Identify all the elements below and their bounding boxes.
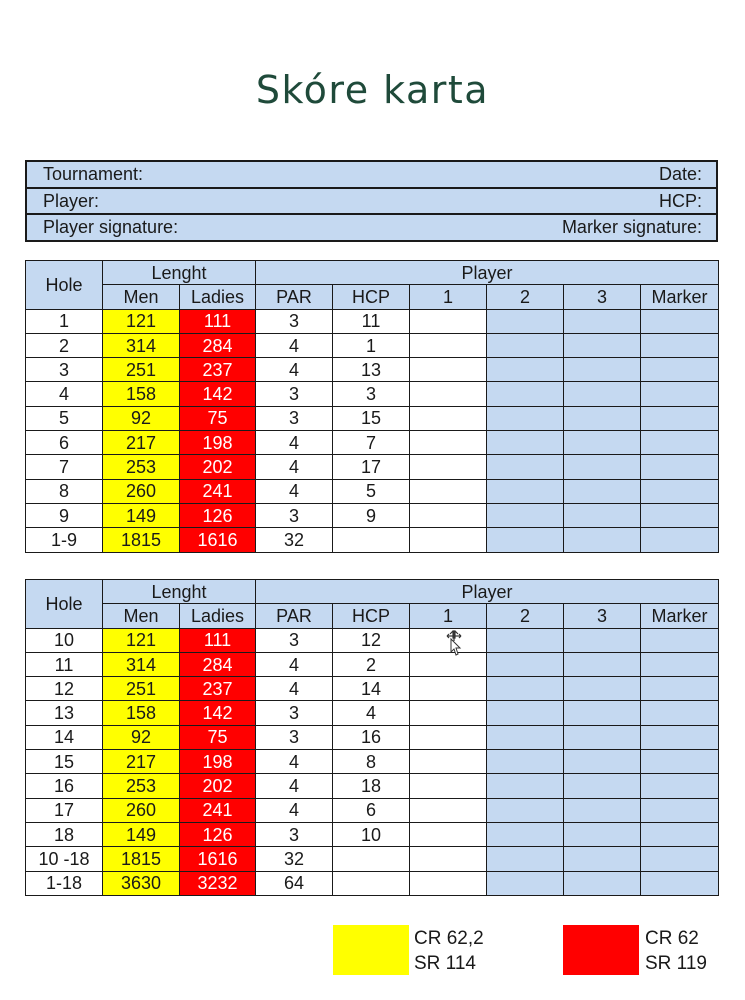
hole-header: Hole [26, 580, 103, 629]
player-3-score-cell[interactable] [564, 406, 641, 430]
player-1-score-cell[interactable] [410, 455, 487, 479]
hole-cell: 12 [26, 677, 103, 701]
player-3-score-cell[interactable] [564, 628, 641, 652]
hcp-cell: 15 [333, 406, 410, 430]
marker-score-cell[interactable] [641, 333, 719, 357]
ladies-length-cell: 1616 [180, 847, 256, 871]
marker-score-cell[interactable] [641, 309, 719, 333]
hcp-cell: 17 [333, 455, 410, 479]
length-header: Lenght [103, 261, 256, 285]
player-3-score-cell[interactable] [564, 382, 641, 406]
player-label: Player: [43, 190, 100, 211]
ladies-length-cell: 198 [180, 750, 256, 774]
table-row [26, 528, 719, 552]
par-cell: 4 [256, 333, 333, 357]
hcp-header: HCP [333, 604, 410, 628]
ladies-length-cell: 126 [180, 503, 256, 527]
table-row [26, 725, 719, 749]
par-cell: 32 [256, 847, 333, 871]
table-row [26, 503, 719, 527]
ladies-length-cell: 75 [180, 725, 256, 749]
hcp-cell: 16 [333, 725, 410, 749]
men-length-cell: 260 [103, 479, 180, 503]
player-3-score-cell[interactable] [564, 479, 641, 503]
men-length-cell: 92 [103, 725, 180, 749]
hcp-cell: 10 [333, 822, 410, 846]
marker-score-cell[interactable] [641, 455, 719, 479]
hole-cell: 10 -18 [26, 847, 103, 871]
player-1-score-cell[interactable] [410, 847, 487, 871]
ladies-length-cell: 241 [180, 479, 256, 503]
hole-cell: 3 [26, 358, 103, 382]
player-1-score-cell[interactable] [410, 479, 487, 503]
men-course-rating: CR 62,2 [414, 928, 484, 949]
info-row-tournament[interactable] [27, 162, 716, 189]
par-cell: 4 [256, 431, 333, 455]
par-cell: 3 [256, 628, 333, 652]
player-3-score-cell[interactable] [564, 701, 641, 725]
player-2-score-cell[interactable] [487, 455, 564, 479]
player-2-score-cell[interactable] [487, 677, 564, 701]
men-header: Men [103, 604, 180, 628]
ladies-length-cell: 237 [180, 677, 256, 701]
ladies-length-cell: 241 [180, 798, 256, 822]
hcp-cell: 8 [333, 750, 410, 774]
player-1-score-cell[interactable] [410, 333, 487, 357]
hcp-cell [333, 847, 410, 871]
info-row-player[interactable] [27, 189, 716, 216]
men-length-cell: 1815 [103, 847, 180, 871]
par-cell: 64 [256, 871, 333, 895]
date-label: Date: [658, 164, 702, 184]
marker-score-cell[interactable] [641, 750, 719, 774]
player-2-score-cell[interactable] [487, 479, 564, 503]
player-3-score-cell[interactable] [564, 309, 641, 333]
player-1-header: 1 [410, 604, 487, 628]
hcp-cell: 11 [333, 309, 410, 333]
hole-cell: 7 [26, 455, 103, 479]
table-row [26, 479, 719, 503]
men-length-cell: 217 [103, 750, 180, 774]
player-signature-label: Player signature: [43, 217, 179, 237]
table-row [26, 871, 719, 895]
hcp-cell: 2 [333, 652, 410, 676]
player-3-score-cell[interactable] [564, 455, 641, 479]
player-2-header: 2 [487, 285, 564, 309]
men-length-cell: 260 [103, 798, 180, 822]
ladies-length-cell: 202 [180, 455, 256, 479]
par-cell: 4 [256, 358, 333, 382]
hole-header: Hole [26, 261, 103, 310]
player-2-score-cell[interactable] [487, 406, 564, 430]
player-1-score-cell[interactable] [410, 431, 487, 455]
player-2-score-cell[interactable] [487, 309, 564, 333]
par-cell: 3 [256, 382, 333, 406]
player-1-score-cell[interactable] [410, 503, 487, 527]
player-3-score-cell[interactable] [564, 431, 641, 455]
marker-score-cell[interactable] [641, 774, 719, 798]
player-header: Player [256, 580, 719, 604]
player-1-score-cell[interactable] [410, 309, 487, 333]
table-row [26, 358, 719, 382]
marker-signature-label: Marker signature: [561, 217, 702, 237]
hcp-cell: 14 [333, 677, 410, 701]
par-cell: 4 [256, 798, 333, 822]
front-nine-table [25, 260, 719, 553]
player-2-score-cell[interactable] [487, 798, 564, 822]
hcp-cell [333, 871, 410, 895]
men-rating-text [414, 926, 484, 976]
hole-cell: 15 [26, 750, 103, 774]
ladies-header: Ladies [180, 604, 256, 628]
hcp-label: HCP: [658, 190, 702, 211]
player-3-score-cell[interactable] [564, 871, 641, 895]
hole-cell: 11 [26, 652, 103, 676]
hcp-cell [333, 528, 410, 552]
par-cell: 4 [256, 479, 333, 503]
ladies-length-cell: 75 [180, 406, 256, 430]
player-2-score-cell[interactable] [487, 750, 564, 774]
hcp-cell: 7 [333, 431, 410, 455]
marker-score-cell[interactable] [641, 652, 719, 676]
men-length-cell: 251 [103, 677, 180, 701]
player-1-score-cell[interactable] [410, 750, 487, 774]
ladies-header: Ladies [180, 285, 256, 309]
tournament-label: Tournament: [43, 164, 144, 184]
ladies-length-cell: 1616 [180, 528, 256, 552]
men-slope-rating: SR 114 [414, 953, 476, 974]
player-2-score-cell[interactable] [487, 382, 564, 406]
hole-cell: 1-9 [26, 528, 103, 552]
par-cell: 32 [256, 528, 333, 552]
player-1-score-cell[interactable] [410, 725, 487, 749]
hole-cell: 9 [26, 503, 103, 527]
hcp-cell: 6 [333, 798, 410, 822]
ladies-length-cell: 284 [180, 333, 256, 357]
hole-cell: 6 [26, 431, 103, 455]
player-3-score-cell[interactable] [564, 750, 641, 774]
marker-header: Marker [641, 604, 719, 628]
move-cursor-icon [444, 630, 464, 656]
men-header: Men [103, 285, 180, 309]
par-header: PAR [256, 285, 333, 309]
player-3-score-cell[interactable] [564, 774, 641, 798]
marker-score-cell[interactable] [641, 479, 719, 503]
table-row [26, 798, 719, 822]
player-3-score-cell[interactable] [564, 652, 641, 676]
hole-cell: 13 [26, 701, 103, 725]
par-cell: 3 [256, 406, 333, 430]
ladies-length-cell: 198 [180, 431, 256, 455]
table-row [26, 652, 719, 676]
par-cell: 4 [256, 750, 333, 774]
player-3-score-cell[interactable] [564, 822, 641, 846]
marker-score-cell[interactable] [641, 628, 719, 652]
ladies-length-cell: 284 [180, 652, 256, 676]
par-cell: 3 [256, 822, 333, 846]
player-1-score-cell[interactable] [410, 774, 487, 798]
hcp-cell: 4 [333, 701, 410, 725]
player-1-score-cell[interactable] [410, 406, 487, 430]
table-row [26, 431, 719, 455]
player-2-score-cell[interactable] [487, 652, 564, 676]
marker-score-cell[interactable] [641, 725, 719, 749]
table-row [26, 309, 719, 333]
men-length-cell: 149 [103, 503, 180, 527]
back-nine-table [25, 579, 719, 896]
ladies-course-rating: CR 62 [645, 928, 699, 949]
table-row [26, 774, 719, 798]
table-row [26, 701, 719, 725]
info-row-signatures[interactable] [27, 215, 716, 240]
hcp-cell: 5 [333, 479, 410, 503]
hole-cell: 18 [26, 822, 103, 846]
par-cell: 3 [256, 503, 333, 527]
player-1-score-cell[interactable] [410, 871, 487, 895]
men-length-cell: 158 [103, 382, 180, 406]
marker-score-cell[interactable] [641, 382, 719, 406]
hole-cell: 5 [26, 406, 103, 430]
men-length-cell: 314 [103, 333, 180, 357]
marker-score-cell[interactable] [641, 677, 719, 701]
table-row [26, 455, 719, 479]
marker-score-cell[interactable] [641, 847, 719, 871]
par-cell: 4 [256, 652, 333, 676]
player-2-score-cell[interactable] [487, 528, 564, 552]
player-1-score-cell[interactable] [410, 528, 487, 552]
marker-score-cell[interactable] [641, 358, 719, 382]
hole-cell: 14 [26, 725, 103, 749]
player-2-score-cell[interactable] [487, 701, 564, 725]
men-length-cell: 314 [103, 652, 180, 676]
table-row [26, 406, 719, 430]
player-1-score-cell[interactable] [410, 677, 487, 701]
hcp-cell: 18 [333, 774, 410, 798]
ladies-length-cell: 126 [180, 822, 256, 846]
par-cell: 3 [256, 309, 333, 333]
player-1-header: 1 [410, 285, 487, 309]
hole-cell: 2 [26, 333, 103, 357]
hole-cell: 1 [26, 309, 103, 333]
length-header: Lenght [103, 580, 256, 604]
player-2-score-cell[interactable] [487, 774, 564, 798]
men-length-cell: 1815 [103, 528, 180, 552]
marker-score-cell[interactable] [641, 798, 719, 822]
ladies-length-cell: 237 [180, 358, 256, 382]
table-row [26, 628, 719, 652]
table-row [26, 847, 719, 871]
men-length-cell: 121 [103, 628, 180, 652]
player-2-score-cell[interactable] [487, 822, 564, 846]
marker-score-cell[interactable] [641, 406, 719, 430]
table-row [26, 677, 719, 701]
men-length-cell: 251 [103, 358, 180, 382]
player-1-score-cell[interactable] [410, 798, 487, 822]
men-length-cell: 217 [103, 431, 180, 455]
player-2-score-cell[interactable] [487, 628, 564, 652]
marker-score-cell[interactable] [641, 701, 719, 725]
ladies-length-cell: 111 [180, 309, 256, 333]
men-length-cell: 149 [103, 822, 180, 846]
player-3-score-cell[interactable] [564, 847, 641, 871]
table-row [26, 822, 719, 846]
men-length-cell: 253 [103, 774, 180, 798]
hcp-cell: 3 [333, 382, 410, 406]
player-2-header: 2 [487, 604, 564, 628]
player-2-score-cell[interactable] [487, 725, 564, 749]
ladies-length-cell: 142 [180, 701, 256, 725]
player-3-score-cell[interactable] [564, 528, 641, 552]
player-3-score-cell[interactable] [564, 677, 641, 701]
player-3-score-cell[interactable] [564, 333, 641, 357]
par-cell: 4 [256, 455, 333, 479]
table-row [26, 333, 719, 357]
hcp-cell: 1 [333, 333, 410, 357]
hcp-cell: 9 [333, 503, 410, 527]
hcp-cell: 13 [333, 358, 410, 382]
player-header: Player [256, 261, 719, 285]
par-header: PAR [256, 604, 333, 628]
hole-cell: 17 [26, 798, 103, 822]
hole-cell: 10 [26, 628, 103, 652]
ladies-length-cell: 142 [180, 382, 256, 406]
player-2-score-cell[interactable] [487, 847, 564, 871]
hole-cell: 16 [26, 774, 103, 798]
men-length-cell: 121 [103, 309, 180, 333]
player-1-score-cell[interactable] [410, 358, 487, 382]
ladies-slope-rating: SR 119 [645, 953, 707, 974]
player-3-score-cell[interactable] [564, 798, 641, 822]
table-row [26, 750, 719, 774]
ladies-length-cell: 3232 [180, 871, 256, 895]
marker-score-cell[interactable] [641, 431, 719, 455]
men-length-cell: 158 [103, 701, 180, 725]
men-length-cell: 253 [103, 455, 180, 479]
player-1-score-cell[interactable] [410, 652, 487, 676]
ladies-length-cell: 202 [180, 774, 256, 798]
player-3-score-cell[interactable] [564, 358, 641, 382]
marker-score-cell[interactable] [641, 503, 719, 527]
player-3-header: 3 [564, 604, 641, 628]
player-2-score-cell[interactable] [487, 358, 564, 382]
men-color-swatch [333, 925, 409, 975]
tournament-info-block [25, 160, 718, 242]
marker-score-cell[interactable] [641, 528, 719, 552]
par-cell: 4 [256, 677, 333, 701]
marker-score-cell[interactable] [641, 822, 719, 846]
player-3-score-cell[interactable] [564, 725, 641, 749]
ladies-rating-text [645, 926, 707, 976]
player-2-score-cell[interactable] [487, 333, 564, 357]
player-1-score-cell[interactable] [410, 701, 487, 725]
player-2-score-cell[interactable] [487, 871, 564, 895]
ladies-color-swatch [563, 925, 639, 975]
marker-score-cell[interactable] [641, 871, 719, 895]
table-row [26, 382, 719, 406]
hcp-cell: 12 [333, 628, 410, 652]
hole-cell: 4 [26, 382, 103, 406]
men-length-cell: 92 [103, 406, 180, 430]
men-length-cell: 3630 [103, 871, 180, 895]
player-3-score-cell[interactable] [564, 503, 641, 527]
hole-cell: 1-18 [26, 871, 103, 895]
player-2-score-cell[interactable] [487, 503, 564, 527]
par-cell: 3 [256, 701, 333, 725]
page-title: Skóre karta [255, 68, 490, 112]
par-cell: 4 [256, 774, 333, 798]
hcp-header: HCP [333, 285, 410, 309]
player-2-score-cell[interactable] [487, 431, 564, 455]
player-3-header: 3 [564, 285, 641, 309]
marker-header: Marker [641, 285, 719, 309]
player-1-score-cell[interactable] [410, 822, 487, 846]
ladies-length-cell: 111 [180, 628, 256, 652]
hole-cell: 8 [26, 479, 103, 503]
par-cell: 3 [256, 725, 333, 749]
player-1-score-cell[interactable] [410, 382, 487, 406]
